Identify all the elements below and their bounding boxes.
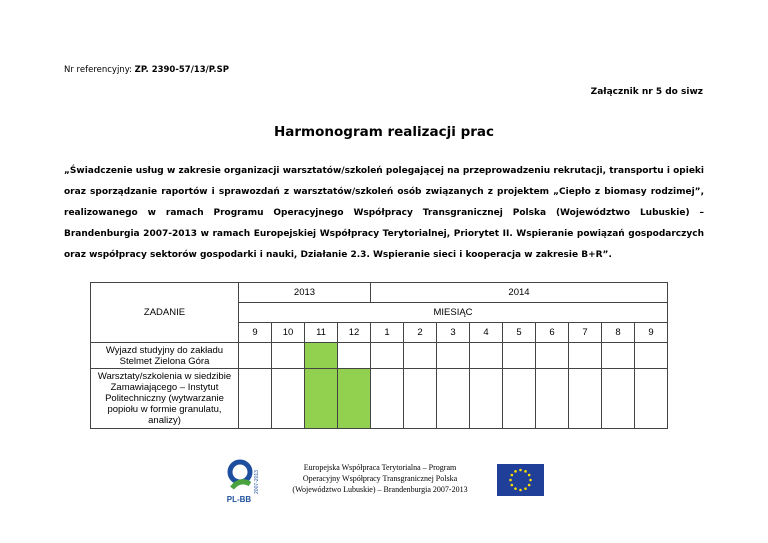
schedule-cell-active: [305, 369, 338, 429]
schedule-table: [90, 282, 668, 429]
program-text: [280, 462, 480, 495]
eu-star-icon: [511, 474, 514, 477]
description: „Świadczenie usług w zakresie organizacji warsztatów/szkoleń polegającej na przeprowadzeniu rekrutacji, transportu i opieki oraz sporządzanie raportów i sprawozdań z warsztatów/szkoleń osób związanych z projektem „Ciepło z biomasy rodzimej”, realizowanego w ramach Programu Operacyjnego Współpracy Transgranicznej Polska (Województwo Lubuskie) – Brandenburgia 2007-2013 w ramach Europejskiej Współpracy Terytorialnej, Priorytet II. Wspieranie powiązań gospodarczych oraz współpracy sektorów gospodarki i nauki, Działanie 2.3. Wspieranie sieci i kooperacja w zakresie B+R”.: [64, 166, 704, 260]
task-name: Warsztaty/szkolenia w siedzibie Zamawiającego – Instytut Politechniczny (wytwarzanie popiołu w formie granulatu, analizy): [91, 369, 239, 429]
schedule-cell: [503, 343, 536, 369]
schedule-cell: [569, 369, 602, 429]
footer-logos: [0, 458, 768, 508]
schedule-cell: [470, 343, 503, 369]
eu-star-icon: [509, 479, 512, 482]
task-name: Wyjazd studyjny do zakładu Stelmet Zielona Góra: [91, 343, 239, 369]
annex-label: Załącznik nr 5 do siwz: [590, 87, 703, 97]
month-cell: 6: [536, 323, 569, 343]
month-cell: 7: [569, 323, 602, 343]
month-cell: 11: [305, 323, 338, 343]
schedule-cell: [371, 343, 404, 369]
eu-star-icon: [511, 484, 514, 487]
eu-star-icon: [514, 470, 517, 473]
schedule-cell: [239, 343, 272, 369]
schedule-cell: [371, 369, 404, 429]
eu-star-icon: [524, 470, 527, 473]
month-cell: 5: [503, 323, 536, 343]
schedule-cell: [437, 343, 470, 369]
year-2014: 2014: [371, 283, 668, 303]
month-cell: 9: [239, 323, 272, 343]
month-cell: 8: [602, 323, 635, 343]
schedule-cell: [635, 369, 668, 429]
schedule-cell: [569, 343, 602, 369]
ref-number: ZP. 2390-57/13/P.SP: [134, 65, 229, 75]
ref-label: Nr referencyjny:: [64, 65, 132, 75]
task-header: ZADANIE: [91, 283, 239, 343]
month-cell: 4: [470, 323, 503, 343]
month-header: MIESIĄC: [239, 303, 668, 323]
schedule-cell: [437, 369, 470, 429]
year-2013: 2013: [239, 283, 371, 303]
schedule-cell: [272, 343, 305, 369]
schedule-cell: [602, 369, 635, 429]
eu-star-icon: [519, 469, 522, 472]
program-line-2: Operacyjny Współpracy Transgranicznej Polska: [302, 474, 458, 483]
program-line-3: (Województwo Lubuskie) – Brandenburgia 2007-2013: [292, 485, 468, 494]
month-cell: 1: [371, 323, 404, 343]
reference-number: [64, 65, 229, 75]
table-row: [91, 369, 668, 429]
schedule-cell: [635, 343, 668, 369]
schedule-cell: [536, 369, 569, 429]
eu-star-icon: [529, 479, 532, 482]
table-row: [91, 343, 668, 369]
month-cell: 3: [437, 323, 470, 343]
eu-star-icon: [524, 487, 527, 490]
month-cell: 2: [404, 323, 437, 343]
eu-star-icon: [519, 489, 522, 492]
schedule-cell: [239, 369, 272, 429]
schedule-cell: [503, 369, 536, 429]
schedule-cell: [338, 343, 371, 369]
eu-star-icon: [514, 487, 517, 490]
eu-star-icon: [528, 484, 531, 487]
month-cell: 12: [338, 323, 371, 343]
logo-label: PL-BB: [226, 495, 252, 504]
schedule-cell: [536, 343, 569, 369]
schedule-cell-active: [305, 343, 338, 369]
eu-star-icon: [528, 474, 531, 477]
schedule-cell: [602, 343, 635, 369]
eu-flag-icon: [497, 464, 544, 496]
pl-bb-logo-icon: [226, 458, 262, 506]
page-title: Harmonogram realizacji prac: [273, 124, 495, 140]
schedule-cell: [272, 369, 305, 429]
schedule-cell: [404, 343, 437, 369]
schedule-cell: [404, 369, 437, 429]
program-line-1: Europejska Współpraca Terytorialna – Program: [303, 463, 457, 472]
logo-years: 2007-2013: [254, 470, 260, 494]
month-cell: 10: [272, 323, 305, 343]
schedule-cell: [470, 369, 503, 429]
schedule-cell-active: [338, 369, 371, 429]
month-cell: 9: [635, 323, 668, 343]
